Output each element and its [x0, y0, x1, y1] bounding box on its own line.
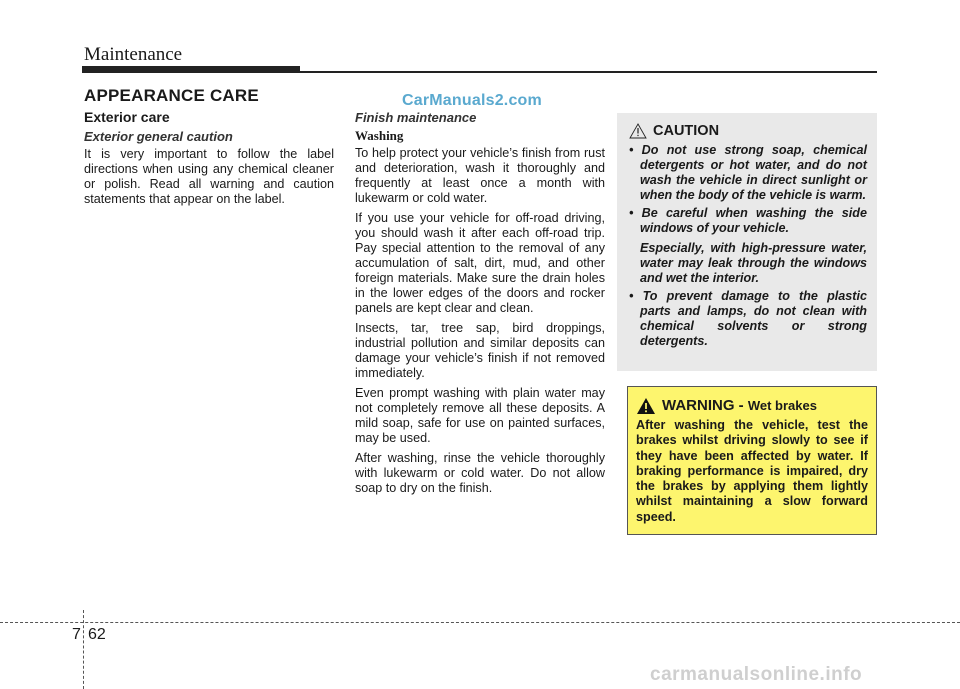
caution-item: • Do not use strong soap, chemical detergents or hot water, and do not wash the vehicle in direct sunlight or when the body of the vehicle is warm.	[629, 143, 867, 202]
warning-title	[662, 397, 817, 415]
caution-triangle-icon	[629, 123, 647, 139]
washing-label: Washing	[355, 128, 404, 143]
column-finish-maintenance	[355, 110, 605, 501]
caution-item-text: To prevent damage to the plastic parts and lamps, do not clean with chemical solvents or strong detergents.	[640, 289, 867, 348]
footer-rule	[0, 622, 960, 623]
section-title: APPEARANCE CARE	[84, 86, 259, 105]
column-exterior-care	[84, 110, 334, 212]
watermark-top: CarManuals2.com	[402, 92, 542, 109]
exterior-care-paragraph: It is very important to follow the label directions when using any chemical cleaner or polish. Read all warning and caution statements that appear on the label.	[84, 147, 334, 206]
exterior-care-heading: Exterior care	[84, 109, 170, 125]
caution-item-subtext: Especially, with high-pressure water, water may leak through the windows and wet the interior.	[640, 241, 867, 285]
finish-paragraph: Even prompt washing with plain water may not completely remove all these deposits. A mild soap, safe for use on painted surfaces, may be used.	[355, 386, 605, 445]
caution-header	[629, 123, 867, 139]
caution-item-text: Do not use strong soap, chemical detergents or hot water, and do not wash the vehicle in direct sunlight or when the body of the vehicle is warm.	[640, 143, 867, 202]
finish-paragraph: After washing, rinse the vehicle thoroughly with lukewarm or cold water. Do not allow soap to dry on the finish.	[355, 451, 605, 495]
footer-vertical-rule	[83, 610, 84, 689]
caution-list	[629, 143, 867, 349]
caution-title: CAUTION	[653, 123, 720, 139]
finish-paragraph: To help protect your vehicle’s finish from rust and deterioration, wash it thoroughly and frequently at least once a month with lukewarm or cold water.	[355, 146, 605, 205]
caution-item: • Be careful when washing the side windows of your vehicle. Especially, with high-pressure water, water may leak through the windows and wet the interior.	[629, 206, 867, 285]
finish-maintenance-heading: Finish maintenance	[355, 110, 477, 125]
warning-box	[627, 386, 877, 535]
warning-body: After washing the vehicle, test the brakes whilst driving slowly to see if they have been affected by water. If braking performance is impaired, dry the brakes by applying them lightly whilst maintaining a slow forward speed.	[636, 418, 868, 524]
warning-subtitle: Wet brakes	[747, 398, 817, 413]
warning-triangle-icon	[636, 397, 656, 415]
caution-item-text: Be careful when washing the side windows of your vehicle.	[640, 206, 867, 235]
exterior-general-caution-heading: Exterior general caution	[84, 129, 233, 144]
caution-item: • To prevent damage to the plastic parts and lamps, do not clean with chemical solvents or strong detergents.	[629, 289, 867, 348]
warning-label: WARNING -	[662, 397, 748, 414]
warning-header	[636, 397, 868, 415]
header-rule-thick	[82, 66, 300, 73]
header-rule-thin	[300, 71, 877, 73]
header-title: Maintenance	[84, 44, 183, 65]
page-chapter: 7	[72, 626, 81, 643]
watermark-bottom: carmanualsonline.info	[650, 664, 863, 685]
finish-paragraph: Insects, tar, tree sap, bird droppings, industrial pollution and similar deposits can damage your vehicle’s finish if not removed immediately.	[355, 321, 605, 380]
caution-box	[617, 113, 877, 371]
page-number: 62	[88, 626, 106, 643]
finish-paragraph: If you use your vehicle for off-road driving, you should wash it after each off-road trip. Pay special attention to the removal of any accumulation of salt, dirt, mud, and other foreign materials. Make sure the drain holes in the lower edges of the doors and rocker panels are kept clear and clean.	[355, 211, 605, 315]
